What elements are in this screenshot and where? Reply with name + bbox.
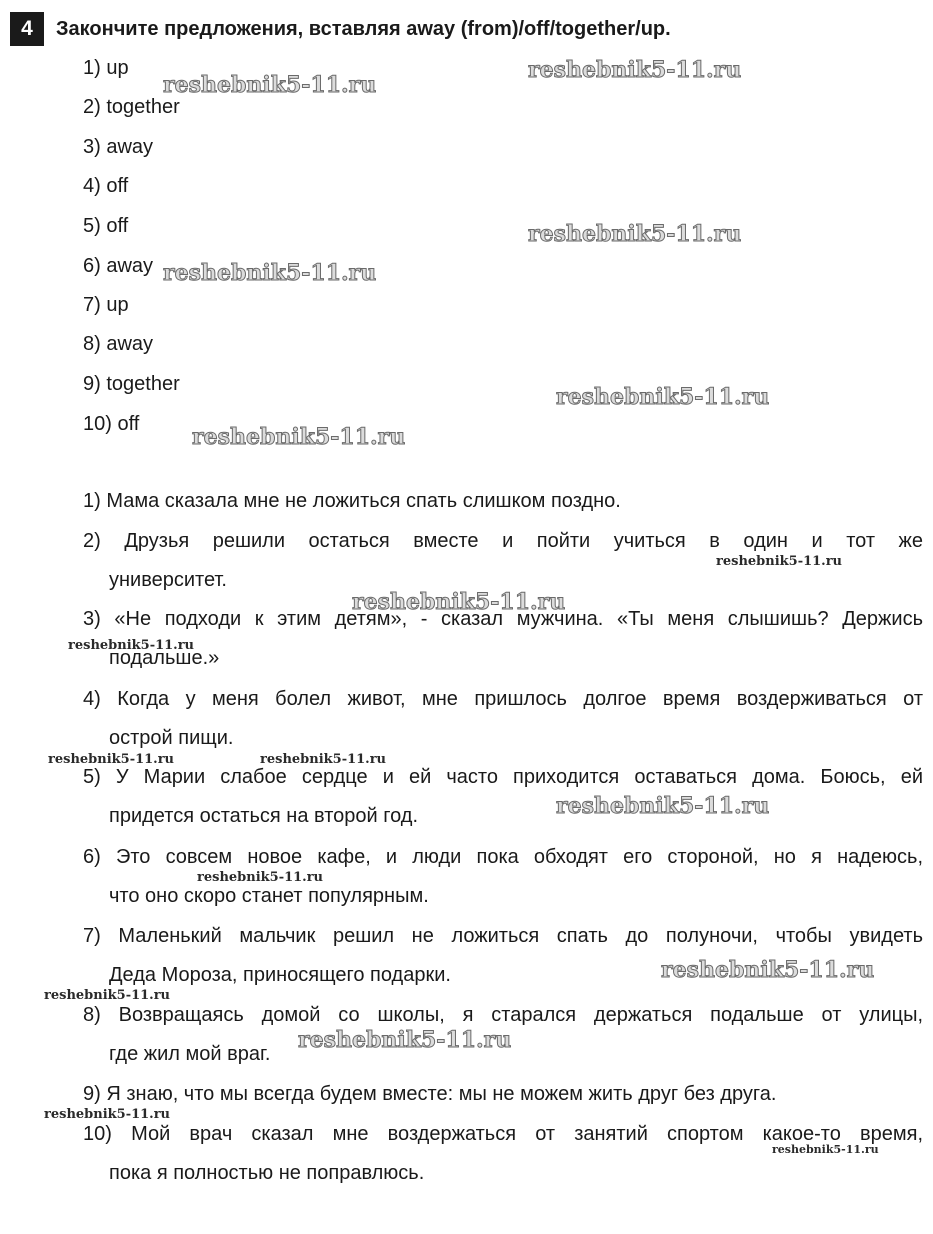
answer-item: 9) together: [83, 373, 180, 395]
exercise-header: [10, 12, 671, 46]
translation-item: [83, 482, 923, 521]
translation-number: 8): [83, 1004, 101, 1026]
watermark: reshebnik5-11.ru: [163, 72, 377, 98]
watermark: reshebnik5-11.ru: [197, 870, 324, 885]
watermark: reshebnik5-11.ru: [48, 752, 175, 767]
translation-text-cont: Деда Мороза, приносящего подарки.: [109, 964, 451, 986]
translation-text: Когда у меня болел живот, мне пришлось долгое время воздерживаться от: [117, 688, 923, 710]
watermark: reshebnik5-11.ru: [68, 638, 195, 653]
translation-number: 1): [83, 490, 101, 512]
watermark: reshebnik5-11.ru: [352, 589, 566, 615]
translation-item: [83, 758, 923, 836]
watermark: reshebnik5-11.ru: [44, 1107, 171, 1122]
translation-text: Мама сказала мне не ложиться спать слишком поздно.: [106, 490, 621, 512]
translation-number: 10): [83, 1123, 112, 1145]
answer-item: 8) away: [83, 333, 154, 355]
translation-text-cont: подальше.»: [109, 647, 220, 669]
translation-item: [83, 917, 923, 995]
translation-number: 5): [83, 766, 101, 788]
watermark: reshebnik5-11.ru: [260, 752, 387, 767]
translation-text: Я знаю, что мы всегда будем вместе: мы не можем жить друг без друга.: [106, 1083, 777, 1105]
translation-text: Маленький мальчик решил не ложиться спать до полуночи, чтобы увидеть: [118, 925, 923, 947]
translation-text-cont: острой пищи.: [109, 727, 234, 749]
answer-item: 4) off: [83, 175, 129, 197]
answer-item: 1) up: [83, 57, 129, 79]
watermark: reshebnik5-11.ru: [163, 260, 377, 286]
answer-item: 3) away: [83, 136, 154, 158]
translation-text-cont: университет.: [109, 569, 227, 591]
translation-text-cont: где жил мой враг.: [109, 1043, 271, 1065]
answer-item: 5) off: [83, 215, 129, 237]
translation-number: 9): [83, 1083, 101, 1105]
watermark: reshebnik5-11.ru: [556, 384, 770, 410]
translation-number: 2): [83, 530, 101, 552]
translation-text: Возвращаясь домой со школы, я старался держаться подальше от улицы,: [118, 1004, 923, 1026]
watermark: reshebnik5-11.ru: [298, 1027, 512, 1053]
translation-number: 6): [83, 846, 101, 868]
answer-item: 6) away: [83, 255, 154, 277]
watermark: reshebnik5-11.ru: [528, 221, 742, 247]
watermark: reshebnik5-11.ru: [716, 554, 843, 569]
watermark: reshebnik5-11.ru: [661, 957, 875, 983]
translation-number: 7): [83, 925, 101, 947]
answer-item: 10) off: [83, 413, 140, 435]
answer-item: 7) up: [83, 294, 129, 316]
watermark: reshebnik5-11.ru: [192, 424, 406, 450]
exercise-number-badge: 4: [10, 12, 44, 46]
exercise-title: Закончите предложения, вставляя away (from)/off/together/up.: [56, 17, 671, 40]
translation-text: Друзья решили остаться вместе и пойти учиться в один и тот же: [124, 530, 923, 552]
translation-text-cont: придется остаться на второй год.: [109, 805, 418, 827]
watermark: reshebnik5-11.ru: [44, 988, 171, 1003]
translation-text-cont: пока я полностью не поправлюсь.: [109, 1162, 425, 1184]
watermark: reshebnik5-11.ru: [772, 1143, 879, 1156]
translation-number: 4): [83, 688, 101, 710]
translation-text: Это совсем новое кафе, и люди пока обходят его стороной, но я надеюсь,: [115, 846, 924, 868]
watermark: reshebnik5-11.ru: [528, 57, 742, 83]
translation-item: [83, 680, 923, 758]
translation-text: У Марии слабое сердце и ей часто приходится оставаться дома. Боюсь, ей: [115, 766, 923, 788]
translation-number: 3): [83, 608, 101, 630]
answer-item: 2) together: [83, 96, 180, 118]
translation-item: [83, 1075, 923, 1114]
translation-text: «Не подходи к этим детям», - сказал мужчина. «Ты меня слышишь? Держись: [114, 608, 923, 630]
watermark: reshebnik5-11.ru: [556, 793, 770, 819]
translation-text: Мой врач сказал мне воздержаться от занятий спортом какое-то время,: [131, 1123, 923, 1145]
translation-text-cont: что оно скоро станет популярным.: [109, 885, 429, 907]
